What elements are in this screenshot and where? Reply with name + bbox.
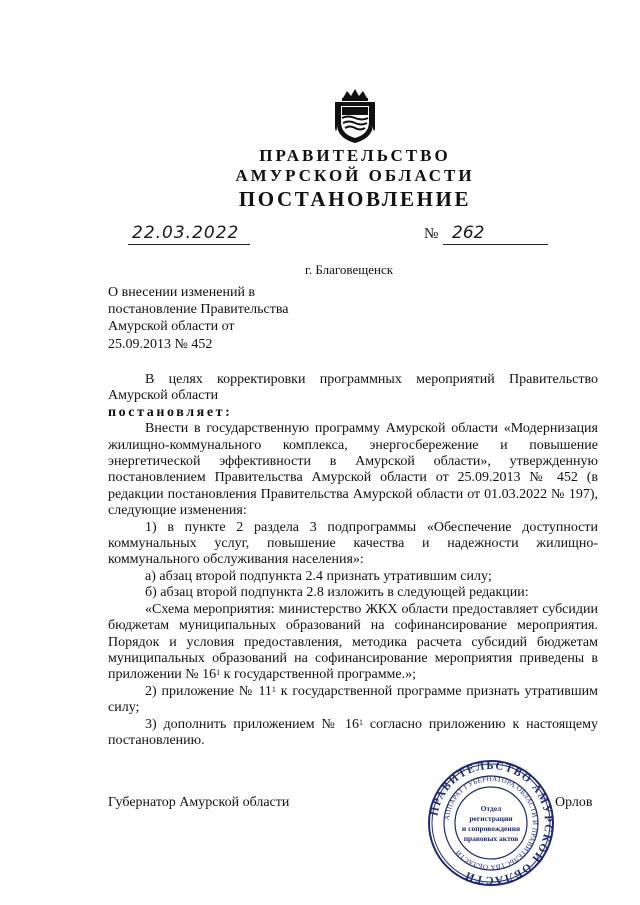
svg-text:АППАРАТ ГУБЕРНАТОРА ОБЛАСТИ И [443,775,539,871]
official-stamp [426,758,556,888]
paragraph-7-text: 3) дополнить приложением № 16 [145,716,360,732]
paragraph-6 [108,684,598,717]
subject-line: 25.09.2013 № 452 [108,336,213,352]
signatory-position: Губернатор Амурской области [108,795,290,810]
superscript: 1 [216,668,221,678]
resolves-label: постановляет: [108,404,233,420]
stamp-outer-text: ПРАВИТЕЛЬСТВО АМУРСКОЙ ОБЛАСТИ [428,759,555,887]
document-body [108,372,598,749]
paragraph-6-text: 2) приложение № 11 [145,683,272,699]
paragraph-6-tail: к государственной программе признать утратившим силу; [108,683,598,716]
paragraph-7-tail: согласно приложению к настоящему постановлению. [108,716,598,748]
document-subject [108,284,328,353]
subject-line: Амурской области от [108,319,235,335]
stamp-center-line: и сопровождения [461,824,521,833]
paragraph-7 [108,717,598,750]
stamp-center-line: правовых актов [463,834,519,843]
number-sign: № [424,226,439,242]
superscript: 1 [359,717,364,727]
subject-line: постановление Правительства [108,302,289,318]
stamp-center-line: регистрации [469,814,513,823]
handwritten-date: 22.03.2022 [132,223,240,243]
subject-line: О внесении изменений в [108,285,256,300]
superscript: 1 [271,684,276,694]
paragraph-4: б) абзац второй подпункта 2.8 изложить в следующей редакции: [145,585,529,601]
paragraph-5-tail: к государственной программе.»; [220,667,417,683]
document-type-title: ПОСТАНОВЛЕНИЕ [238,187,472,211]
stamp-center-line: Отдел [480,804,502,813]
intro-paragraph: В целях корректировки программных мероприятий Правительство Амурской области [108,372,598,404]
stamp-inner-text: АППАРАТ ГУБЕРНАТОРА ОБЛАСТИ И ПРАВИТЕЛЬСТВА ОБЛАСТИ [443,774,540,872]
org-name-line1: ПРАВИТЕЛЬСТВО [259,146,451,165]
handwritten-number: 262 [452,223,485,243]
date-field [128,223,250,245]
paragraph-2: 1) в пункте 2 раздела 3 подпрограммы «Обеспечение доступности коммунальных услуг, повышение качества и надежности жилищно-коммунального обслуживания населения»: [108,519,598,568]
city-label: г. Благовещенск [305,262,394,277]
coat-of-arms-icon [333,88,377,144]
paragraph-1: Внести в государственную программу Амурской области «Модернизация жилищно-коммунального комплекса, энергосбережение и повышение энергетической эффективности в Амурской области», утвержденную постановлением Правительства Амурской области от 25.09.2013 № 452 (в редакции постановления Правительства Амурской области от 01.03.2022 № 197), следующие изменения: [108,421,598,519]
org-name-line2: АМУРСКОЙ ОБЛАСТИ [235,166,475,185]
paragraph-5 [108,602,598,684]
paragraph-3: а) абзац второй подпункта 2.4 признать утратившим силу; [145,568,492,584]
number-field [443,223,548,245]
signatory-name: Орлов [555,795,593,810]
paragraph-5-text: «Схема мероприятия: министерство ЖКХ области предоставляет субсидии бюджетам муниципальных образований на софинансирование мероприятия. Порядок и условия предоставления, методика расчета субсидий бюджетам муниципальных образований на софинансирование мероприятия приведены в приложении № 16 [108,601,598,683]
